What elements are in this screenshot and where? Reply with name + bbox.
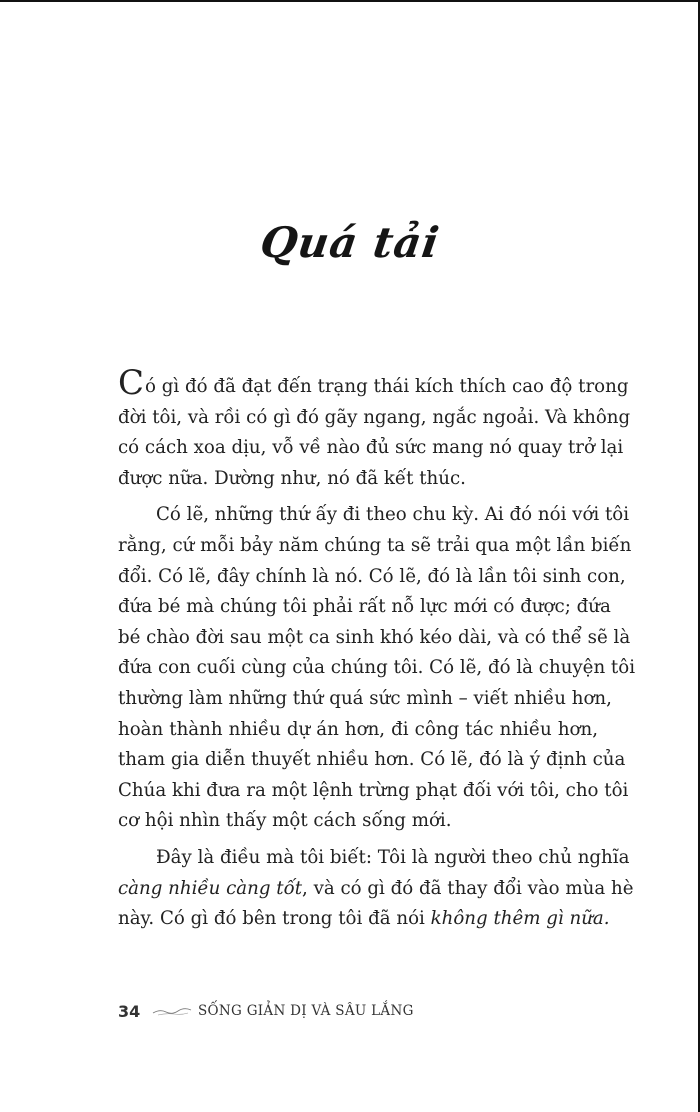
text-line: có cách xoa dịu, vỗ về nào đủ sức mang nó quay trở lại xyxy=(118,437,624,459)
page-number: 34 xyxy=(118,1001,141,1021)
emphasis-text: không thêm gì nữa. xyxy=(430,908,610,930)
chapter-title: Quá tải xyxy=(257,218,443,267)
text-line: hoàn thành nhiều dự án hơn, đi công tác nhiều hơn, xyxy=(118,718,598,740)
paragraph-2 xyxy=(118,500,636,837)
text-line: bé chào đời sau một ca sinh khó kéo dài, và có thể sẽ là xyxy=(118,626,631,648)
text-line: Có lẽ, những thứ ấy đi theo chu kỳ. Ai đó nói với tôi xyxy=(156,504,630,526)
text-line: được nữa. Dường như, nó đã kết thúc. xyxy=(118,467,466,489)
text-line: Chúa khi đưa ra một lệnh trừng phạt đối với tôi, cho tôi xyxy=(118,779,629,801)
drop-cap: C xyxy=(118,363,145,403)
text-line: tham gia diễn thuyết nhiều hơn. Có lẽ, đó là ý định của xyxy=(118,749,626,771)
text-line: đổi. Có lẽ, đây chính là nó. Có lẽ, đó là lần tôi sinh con, xyxy=(118,565,626,587)
body-text xyxy=(118,363,636,941)
text-line: cơ hội nhìn thấy một cách sống mới. xyxy=(118,810,452,832)
page-top-edge xyxy=(0,0,700,2)
text-line: đứa bé mà chúng tôi phải rất nỗ lực mới có được; đứa xyxy=(118,596,611,618)
text-line: Đây là điều mà tôi biết: Tôi là người theo chủ nghĩa xyxy=(156,846,630,868)
running-book-title: SỐNG GIẢN DỊ VÀ SÂU LẮNG xyxy=(198,1003,414,1019)
text-line: này. Có gì đó bên trong tôi đã nói không thêm gì nữa. xyxy=(118,908,610,930)
text-line: đời tôi, và rồi có gì đó gãy ngang, ngắc ngoải. Và không xyxy=(118,406,631,428)
text-line: rằng, cứ mỗi bảy năm chúng ta sẽ trải qua một lần biến xyxy=(118,534,632,556)
emphasis-text: càng nhiều càng tốt xyxy=(118,877,303,899)
page-footer xyxy=(118,998,414,1024)
wave-ornament-icon xyxy=(152,1005,192,1017)
text-line: thường làm những thứ quá sức mình – viết nhiều hơn, xyxy=(118,687,612,709)
text-line: Có gì đó đã đạt đến trạng thái kích thích cao độ trong xyxy=(118,363,629,403)
text-line: càng nhiều càng tốt, và có gì đó đã thay đổi vào mùa hè xyxy=(118,877,634,899)
paragraph-3 xyxy=(118,843,634,935)
paragraph-1 xyxy=(118,363,631,494)
text-line: đứa con cuối cùng của chúng tôi. Có lẽ, đó là chuyện tôi xyxy=(118,657,636,679)
